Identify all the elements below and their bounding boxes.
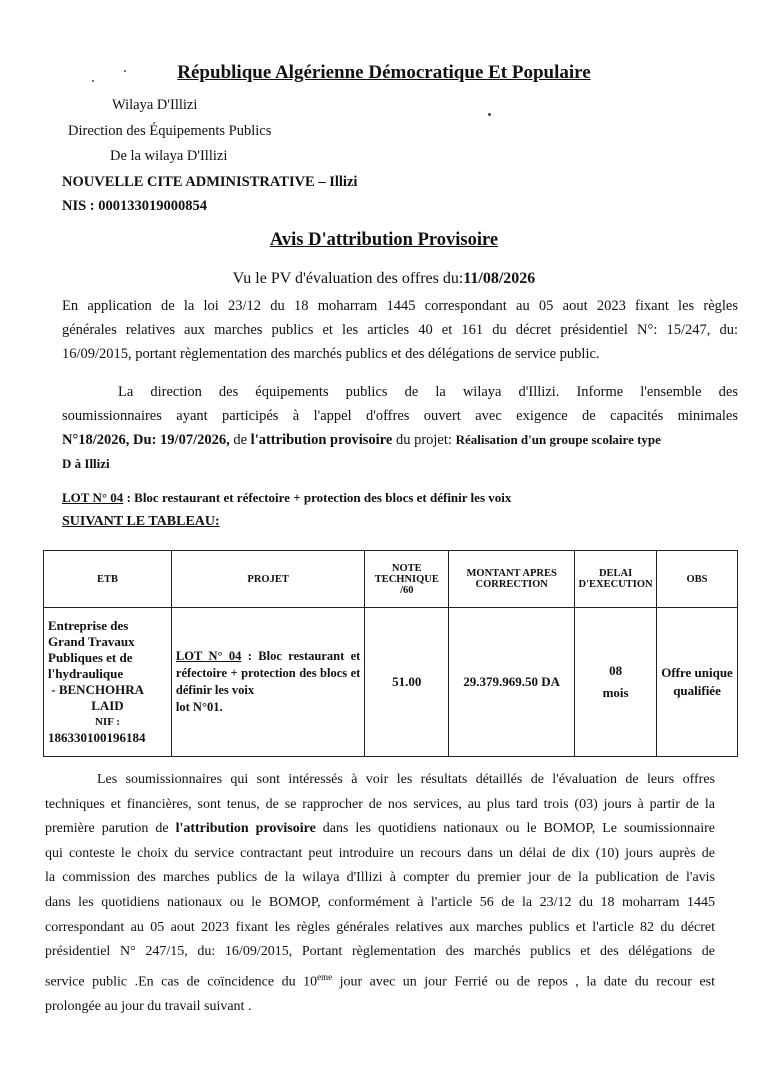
header-projet: PROJET xyxy=(171,551,364,608)
header-etb: ETB xyxy=(44,551,172,608)
vu-line xyxy=(0,270,768,288)
closing-l9sup: eme xyxy=(317,971,333,982)
republic-title: République Algérienne Démocratique Et Populaire xyxy=(177,62,591,83)
para1-line: En application de la loi 23/12 du 18 moharram 1445 correspondant au 05 aout 2023 fixant les règles xyxy=(62,298,738,314)
address-line: NOUVELLE CITE ADMINISTRATIVE – Illizi xyxy=(62,174,358,190)
attribution-text: l'attribution provisoire xyxy=(250,432,393,448)
lot-desc: : Bloc restaurant et réfectoire + protection des blocs et définir les voix xyxy=(123,490,512,505)
closing-l9a: service public .En cas de coïncidence du 10 xyxy=(45,974,318,990)
closing-line: Les soumissionnaires qui sont intéressés à voir les résultats détaillés de l'évaluation de leurs offres xyxy=(97,772,715,787)
etb-line: l'hydraulique xyxy=(48,666,124,681)
lot-line xyxy=(62,490,511,506)
cell-montant: 29.379.969.50 DA xyxy=(449,608,575,757)
closing-l3c: dans les quotidiens nationaux ou le BOMOP, Le soumissionnaire xyxy=(315,821,715,837)
projet-lot: LOT N° 04 xyxy=(175,649,242,663)
etb-line: - BENCHOHRA xyxy=(48,682,145,697)
paragraph-informe xyxy=(62,380,738,476)
scan-speck xyxy=(92,80,94,82)
de-la-wilaya-line: De la wilaya D'Illizi xyxy=(110,148,228,164)
wilaya-line: Wilaya D'Illizi xyxy=(112,97,198,113)
table-row xyxy=(44,608,738,757)
para2-line2: soumissionnaires ayant participés à l'appel d'offres ouvert avec exigence de capacités minimales xyxy=(62,408,738,424)
project-name: Réalisation d'un groupe scolaire type xyxy=(455,432,661,447)
closing-line: qui conteste le choix du service contractant peut introduire un recours dans un délai de dix (10) jours auprès de xyxy=(45,845,715,861)
closing-line xyxy=(45,965,715,995)
closing-l3b: l'attribution provisoire xyxy=(175,821,316,837)
para2-de: de xyxy=(229,432,251,448)
closing-l9b: jour avec un jour Ferrié ou de repos , la date du recour est xyxy=(332,974,716,990)
closing-l3a: première parution de xyxy=(45,821,176,837)
notice-title: Avis D'attribution Provisoire xyxy=(269,230,499,250)
etb-line: Entreprise des xyxy=(48,618,129,633)
lot-label: LOT N° 04 xyxy=(62,490,124,505)
closing-paragraph xyxy=(45,768,715,1020)
project-name-cont: D à Illizi xyxy=(62,456,110,471)
header-montant: MONTANT APRES CORRECTION xyxy=(449,551,575,608)
header-delai: DELAI D'EXECUTION xyxy=(575,551,657,608)
cell-projet xyxy=(171,608,364,757)
projet-lot2: lot N°01. xyxy=(175,700,223,714)
projet-desc-text: : Bloc restaurant et réfectoire + protection des blocs et définir les voix xyxy=(175,649,361,697)
paragraph-application xyxy=(62,294,738,366)
projet-desc xyxy=(176,648,360,699)
nif-value: 186330100196184 xyxy=(48,730,146,745)
etb-line: Grand Travaux xyxy=(48,634,135,649)
cell-note: 51.00 xyxy=(365,608,449,757)
table-header-row xyxy=(44,551,738,608)
cell-delai xyxy=(575,608,657,757)
closing-line: correspondant au 05 aout 2023 fixant les règles générales relatives aux marches publics et l'article 82 du décret xyxy=(45,919,715,935)
suivant-label: SUIVANT LE TABLEAU: xyxy=(62,514,220,529)
direction-line: Direction des Équipements Publics xyxy=(68,123,272,139)
para2-projet: du projet: xyxy=(392,432,456,448)
delai-number: 08 xyxy=(609,663,623,678)
appel-reference: N°18/2026, Du: 19/07/2026, xyxy=(62,432,230,448)
para1-line: 16/09/2015, portant règlementation des marchés publics et des délégations de service public. xyxy=(62,346,600,362)
vu-date: 11/08/2026 xyxy=(463,270,536,287)
closing-line: techniques et financières, sont tenus, de se rapprocher de nos services, au plus tard trois (03) jours à partir de la xyxy=(45,796,715,812)
results-table xyxy=(43,550,738,757)
closing-line xyxy=(45,817,715,842)
vu-prefix: Vu le PV d'évaluation des offres du: xyxy=(232,270,464,287)
closing-line: dans les quotidiens nationaux ou le BOMOP, conformément à l'article 56 de la 23/12 du 18 moharram 1445 xyxy=(45,894,715,910)
delai-unit: mois xyxy=(602,685,629,700)
para2-line3 xyxy=(62,428,738,452)
scan-speck xyxy=(488,113,491,116)
scan-speck xyxy=(124,70,126,72)
cell-obs: Offre unique qualifiée xyxy=(657,608,738,757)
header-obs: OBS xyxy=(657,551,738,608)
closing-line: la commission des marches publics de la wilaya d'Illizi à compter du premier jour de la publication de l'avis xyxy=(45,870,715,886)
closing-line: prolongée au jour du travail suivant . xyxy=(45,999,252,1014)
header-note: NOTE TECHNIQUE /60 xyxy=(365,551,449,608)
closing-line: présidentiel N° 247/15, du: 16/09/2015, Portant règlementation des marchés publics et des délégations de xyxy=(45,944,715,960)
nif-label: NIF : xyxy=(94,716,120,728)
para2-line1: La direction des équipements publics de la wilaya d'Illizi. Informe l'ensemble des xyxy=(118,384,738,400)
para1-line: générales relatives aux marches publics et les articles 40 et 161 du décret présidentiel N°: 15/247, du: xyxy=(62,322,738,338)
etb-line: Publiques et de xyxy=(48,650,133,665)
nis-line: NIS : 000133019000854 xyxy=(62,198,208,214)
cell-etb xyxy=(44,608,172,757)
etb-line: LAID xyxy=(91,698,124,713)
